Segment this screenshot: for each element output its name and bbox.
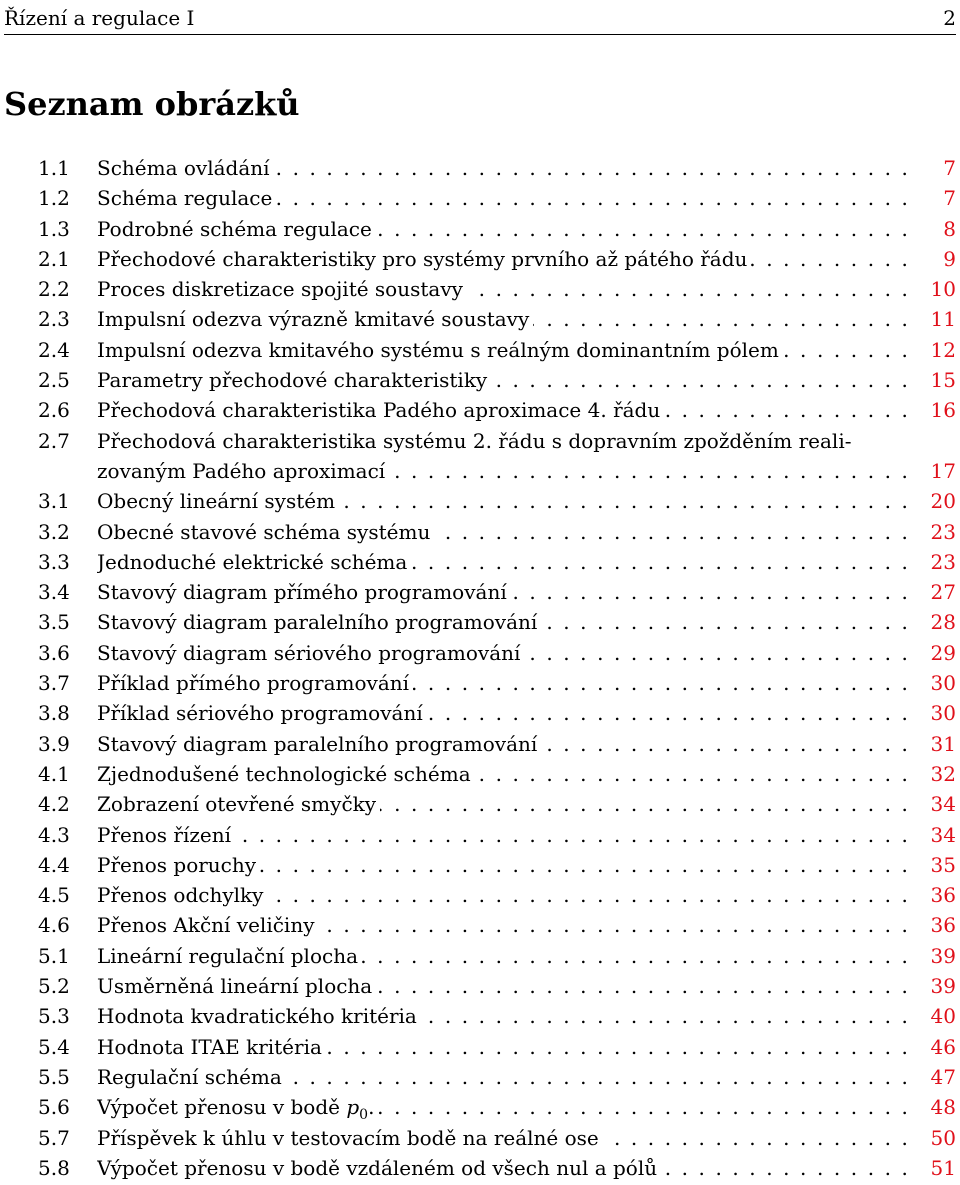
figure-number: 5.7 — [38, 1125, 70, 1150]
toc-entry[interactable] — [0, 335, 960, 365]
figure-caption — [97, 974, 376, 998]
figure-number: 1.3 — [38, 216, 70, 241]
caption-text: Přenos řízení — [97, 822, 232, 847]
figure-number: 3.9 — [38, 731, 70, 756]
page-link[interactable]: 51 — [930, 1155, 956, 1180]
caption-text: Stavový diagram přímého programování — [97, 580, 507, 605]
toc-entry[interactable] — [0, 880, 960, 910]
dot-leader — [97, 338, 910, 364]
figure-caption — [97, 580, 511, 604]
dot-leader — [97, 701, 910, 727]
dot-leader — [97, 1095, 910, 1121]
toc-entry[interactable] — [0, 274, 960, 304]
page-link[interactable]: 46 — [930, 1034, 956, 1059]
caption-text: Stavový diagram sériového programování — [97, 640, 521, 665]
caption-text: Zobrazení otevřené smyčky — [97, 792, 377, 817]
dot-leader — [97, 944, 910, 970]
toc-entry[interactable] — [0, 1092, 960, 1122]
dot-leader — [97, 853, 910, 879]
list-of-figures — [0, 153, 960, 1183]
caption-text: Příklad sériového programování — [97, 701, 423, 726]
page-link[interactable]: 16 — [930, 398, 956, 423]
page-link[interactable]: 15 — [930, 368, 956, 393]
figure-number: 2.5 — [38, 368, 70, 393]
toc-entry[interactable] — [0, 1032, 960, 1062]
toc-entry[interactable] — [0, 153, 960, 183]
caption-text: Zjednodušené technologické schéma — [97, 761, 471, 786]
dot-leader — [97, 550, 910, 576]
figure-number: 3.1 — [38, 489, 70, 514]
figure-number: 5.2 — [38, 974, 70, 999]
dot-leader — [97, 883, 910, 909]
dot-leader — [97, 823, 910, 849]
toc-entry[interactable] — [0, 820, 960, 850]
page-link[interactable]: 39 — [930, 974, 956, 999]
figure-number: 3.2 — [38, 519, 70, 544]
toc-entry[interactable] — [0, 395, 960, 425]
page-link[interactable]: 36 — [930, 913, 956, 938]
page-link[interactable]: 11 — [930, 307, 956, 332]
figure-caption — [97, 520, 434, 544]
figure-caption — [97, 277, 467, 301]
figure-number: 2.6 — [38, 398, 70, 423]
figure-number: 4.3 — [38, 822, 70, 847]
figure-caption — [97, 792, 380, 816]
figure-caption — [97, 823, 235, 847]
caption-text: Impulsní odezva výrazně kmitavé soustavy — [97, 307, 530, 332]
toc-entry[interactable] — [0, 698, 960, 728]
dot-leader — [97, 398, 910, 424]
figure-number: 4.2 — [38, 792, 70, 817]
toc-entry[interactable] — [0, 304, 960, 334]
toc-entry[interactable] — [0, 850, 960, 880]
figure-number: 3.8 — [38, 701, 70, 726]
dot-leader — [97, 641, 910, 667]
caption-text: Přenos poruchy — [97, 852, 257, 877]
toc-entry[interactable] — [0, 486, 960, 516]
caption-text: Hodnota kvadratického kritéria — [97, 1004, 417, 1029]
dot-leader — [97, 792, 910, 818]
dot-leader — [97, 459, 910, 485]
dot-leader — [97, 247, 910, 273]
page-link[interactable]: 34 — [930, 792, 956, 817]
dot-leader — [97, 974, 910, 1000]
figure-number: 5.1 — [38, 943, 70, 968]
toc-entry[interactable] — [0, 244, 960, 274]
figure-caption — [97, 307, 533, 331]
caption-text: Impulsní odezva kmitavého systému s reálným dominantním pólem — [97, 337, 779, 362]
caption-text: Přechodová charakteristika Padého aproximace 4. řádu — [97, 398, 661, 423]
dot-leader — [97, 368, 910, 394]
figure-caption — [97, 186, 276, 210]
caption-text: Podrobné schéma regulace — [97, 216, 372, 241]
dot-leader — [97, 732, 910, 758]
dot-leader — [97, 610, 910, 636]
figure-caption — [97, 489, 339, 513]
figure-caption — [97, 762, 475, 786]
caption-text: Příspěvek k úhlu v testovacím bodě na reálné ose — [97, 1125, 599, 1150]
toc-entry[interactable] — [0, 910, 960, 940]
caption-text: Výpočet přenosu v bodě — [97, 1095, 340, 1120]
figure-number: 2.7 — [38, 428, 70, 453]
toc-entry[interactable] — [0, 547, 960, 577]
toc-entry[interactable] — [0, 941, 960, 971]
figure-caption — [97, 1065, 286, 1089]
figure-number: 5.8 — [38, 1155, 70, 1180]
figure-number: 5.3 — [38, 1004, 70, 1029]
figure-caption — [97, 671, 413, 695]
page-link[interactable]: 12 — [930, 337, 956, 362]
figure-number: 4.6 — [38, 913, 70, 938]
figure-number: 5.4 — [38, 1034, 70, 1059]
toc-entry[interactable] — [0, 668, 960, 698]
page-link[interactable]: 23 — [930, 519, 956, 544]
figure-caption — [97, 550, 411, 574]
page-link[interactable]: 30 — [930, 701, 956, 726]
toc-entry[interactable] — [0, 607, 960, 637]
dot-leader — [97, 156, 910, 182]
figure-caption — [97, 398, 664, 422]
caption-text: Obecný lineární systém — [97, 489, 336, 514]
figure-number: 5.5 — [38, 1064, 70, 1089]
dot-leader — [97, 1156, 910, 1182]
caption-text: Přenos Akční veličiny — [97, 913, 315, 938]
math-variable: p — [346, 1095, 360, 1120]
page-link[interactable]: 17 — [930, 458, 956, 483]
figure-caption — [97, 944, 362, 968]
caption-text: Výpočet přenosu v bodě vzdáleném od všech nul a pólů — [97, 1155, 658, 1180]
toc-entry[interactable] — [0, 183, 960, 213]
caption-text: Parametry přechodové charakteristiky — [97, 368, 488, 393]
running-title: Řízení a regulace I — [4, 6, 195, 30]
dot-leader — [97, 307, 910, 333]
page-link[interactable]: 28 — [930, 610, 956, 635]
caption-text: Přenos odchylky — [97, 883, 264, 908]
figure-caption — [97, 247, 751, 271]
page-link[interactable]: 8 — [943, 216, 956, 241]
toc-entry[interactable] — [0, 1153, 960, 1183]
page-link[interactable]: 40 — [930, 1004, 956, 1029]
caption-text: Schéma regulace — [97, 186, 273, 211]
figure-number: 1.2 — [38, 186, 70, 211]
page-link[interactable]: 20 — [930, 489, 956, 514]
figure-caption — [97, 913, 319, 937]
page-link[interactable]: 29 — [930, 640, 956, 665]
math-subscript: 0 — [359, 1107, 369, 1122]
caption-text: Lineární regulační plocha — [97, 943, 358, 968]
toc-entry[interactable] — [0, 517, 960, 547]
toc-entry[interactable] — [0, 1001, 960, 1031]
page-link[interactable]: 48 — [930, 1095, 956, 1120]
page-link[interactable]: 30 — [930, 671, 956, 696]
dot-leader — [97, 580, 910, 606]
page-link[interactable]: 10 — [930, 277, 956, 302]
dot-leader — [97, 1065, 910, 1091]
figure-number: 2.4 — [38, 337, 70, 362]
page-link[interactable]: 35 — [930, 852, 956, 877]
caption-text: Usměrněná lineární plocha — [97, 974, 373, 999]
figure-caption-continued: zovaným Padého aproximací — [97, 459, 389, 483]
caption-text: Stavový diagram paralelního programování — [97, 731, 538, 756]
figure-number: 3.6 — [38, 640, 70, 665]
figure-caption — [97, 338, 783, 362]
toc-entry[interactable] — [0, 577, 960, 607]
dot-leader — [97, 1004, 910, 1030]
page-link[interactable]: 27 — [930, 580, 956, 605]
page-link[interactable]: 32 — [930, 761, 956, 786]
figure-caption — [97, 1035, 326, 1059]
figure-caption — [97, 1156, 661, 1180]
figure-caption — [97, 217, 376, 241]
figure-caption: Přechodová charakteristika systému 2. řádu s dopravním zpožděním reali- — [97, 428, 852, 453]
toc-entry[interactable] — [0, 971, 960, 1001]
figure-number: 4.4 — [38, 852, 70, 877]
figure-caption — [97, 732, 541, 756]
figure-caption — [97, 641, 524, 665]
toc-entry[interactable] — [0, 638, 960, 668]
dot-leader — [97, 217, 910, 243]
toc-entry[interactable] — [0, 426, 960, 487]
page-link[interactable]: 31 — [930, 731, 956, 756]
toc-entry[interactable] — [0, 365, 960, 395]
caption-text: Jednoduché elektrické schéma — [97, 549, 408, 574]
caption-text: Proces diskretizace spojité soustavy — [97, 277, 463, 302]
toc-entry[interactable] — [0, 1123, 960, 1153]
page-link[interactable]: 9 — [943, 246, 956, 271]
caption-text: Hodnota ITAE kritéria — [97, 1034, 322, 1059]
dot-leader — [97, 520, 910, 546]
figure-caption — [97, 883, 267, 907]
page-link[interactable]: 50 — [930, 1125, 956, 1150]
caption-text: Stavový diagram paralelního programování — [97, 610, 538, 635]
page-link[interactable]: 23 — [930, 549, 956, 574]
figure-caption — [97, 156, 274, 180]
page-title: Seznam obrázků — [4, 85, 300, 123]
caption-tail: . — [368, 1095, 375, 1120]
toc-entry[interactable] — [0, 729, 960, 759]
figure-number: 5.6 — [38, 1095, 70, 1120]
figure-number: 2.3 — [38, 307, 70, 332]
dot-leader — [97, 186, 910, 212]
figure-number: 4.5 — [38, 883, 70, 908]
figure-number: 4.1 — [38, 761, 70, 786]
figure-number: 2.1 — [38, 246, 70, 271]
dot-leader — [97, 762, 910, 788]
figure-caption — [97, 701, 427, 725]
figure-number: 3.4 — [38, 580, 70, 605]
figure-number: 2.2 — [38, 277, 70, 302]
toc-entry[interactable] — [0, 1062, 960, 1092]
running-header — [4, 2, 956, 35]
dot-leader — [97, 671, 910, 697]
page-number: 2 — [943, 6, 956, 30]
figure-caption — [97, 368, 491, 392]
figure-number: 1.1 — [38, 156, 70, 180]
dot-leader — [97, 1035, 910, 1061]
figure-caption — [97, 1126, 603, 1150]
figure-caption — [97, 1004, 421, 1028]
dot-leader — [97, 277, 910, 303]
dot-leader — [97, 913, 910, 939]
figure-caption — [97, 1095, 378, 1122]
figure-number: 3.3 — [38, 549, 70, 574]
caption-text: Schéma ovládání — [97, 156, 270, 180]
caption-text: Příklad přímého programování — [97, 671, 410, 696]
caption-text: Přechodové charakteristiky pro systémy prvního až pátého řádu — [97, 246, 748, 271]
figure-caption — [97, 853, 260, 877]
page-link[interactable]: 7 — [943, 156, 956, 180]
dot-leader — [97, 489, 910, 515]
page-link[interactable]: 7 — [943, 186, 956, 211]
toc-entry[interactable] — [0, 214, 960, 244]
page-link[interactable]: 34 — [930, 822, 956, 847]
figure-number: 3.7 — [38, 671, 70, 696]
toc-entry[interactable] — [0, 759, 960, 789]
figure-caption — [97, 610, 541, 634]
dot-leader — [97, 1126, 910, 1152]
page-link[interactable]: 36 — [930, 883, 956, 908]
caption-text: Obecné stavové schéma systému — [97, 519, 431, 544]
figure-number: 3.5 — [38, 610, 70, 635]
caption-text: Regulační schéma — [97, 1064, 282, 1089]
page-link[interactable]: 39 — [930, 943, 956, 968]
page-link[interactable]: 47 — [930, 1064, 956, 1089]
toc-entry[interactable] — [0, 789, 960, 819]
